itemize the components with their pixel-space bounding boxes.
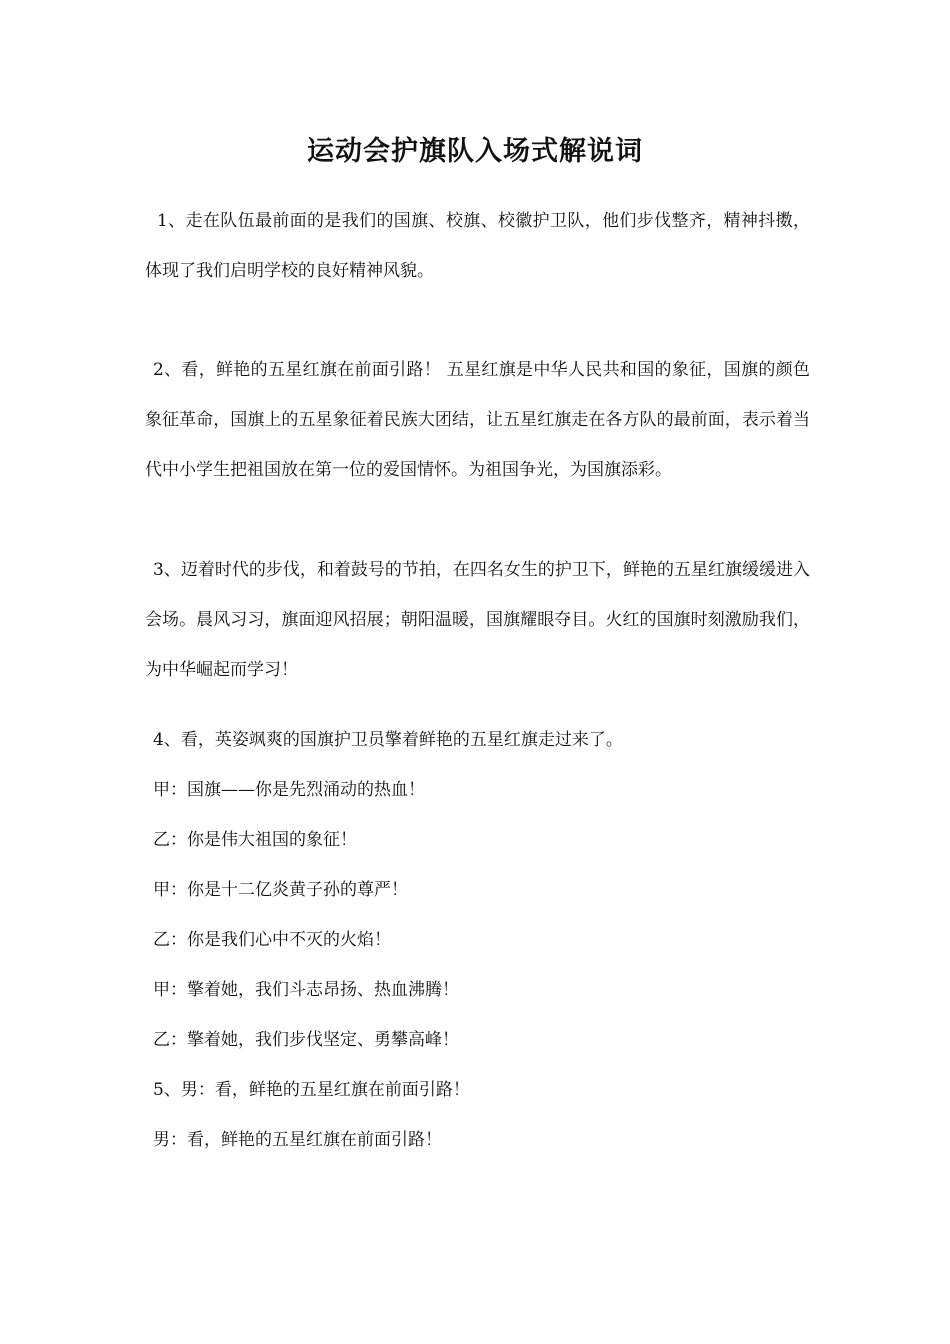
line-male-repeat: 男：看，鲜艳的五星红旗在前面引路！ [153,1130,442,1150]
line-yi-2: 乙：你是我们心中不灭的火焰！ [153,930,391,950]
line-yi-3: 乙：擎着她，我们步伐坚定、勇攀高峰！ [153,1030,459,1050]
line-4-intro: 4、看，英姿飒爽的国旗护卫员擎着鲜艳的五星红旗走过来了。 [153,730,623,750]
line-jia-3: 甲：擎着她，我们斗志昂扬、热血沸腾！ [153,980,459,1000]
line-jia-1: 甲：国旗——你是先烈涌动的热血！ [153,780,425,800]
line-yi-1: 乙：你是伟大祖国的象征！ [153,830,357,850]
paragraph-2: 2、看，鲜艳的五星红旗在前面引路！ 五星红旗是中华人民共和国的象征，国旗的颜色象征革命，国旗上的五星象征着民族大团结，让五星红旗走在各方队的最前面，表示着当代中小学生把祖国放在第一位的爱国情怀。为祖国争光，为国旗添彩。 [145,360,810,480]
line-jia-2: 甲：你是十二亿炎黄子孙的尊严！ [153,880,408,900]
line-5-male: 5、男：看，鲜艳的五星红旗在前面引路！ [153,1080,470,1100]
paragraph-3: 3、迈着时代的步伐，和着鼓号的节拍，在四名女生的护卫下，鲜艳的五星红旗缓缓进入会场。晨风习习，旗面迎风招展；朝阳温暖，国旗耀眼夺目。火红的国旗时刻激励我们，为中华崛起而学习！ [145,560,810,680]
document-title: 运动会护旗队入场式解说词 [307,136,643,167]
paragraph-1: 1、走在队伍最前面的是我们的国旗、校旗、校徽护卫队，他们步伐整齐，精神抖擞，体现了我们启明学校的良好精神风貌。 [145,211,810,281]
